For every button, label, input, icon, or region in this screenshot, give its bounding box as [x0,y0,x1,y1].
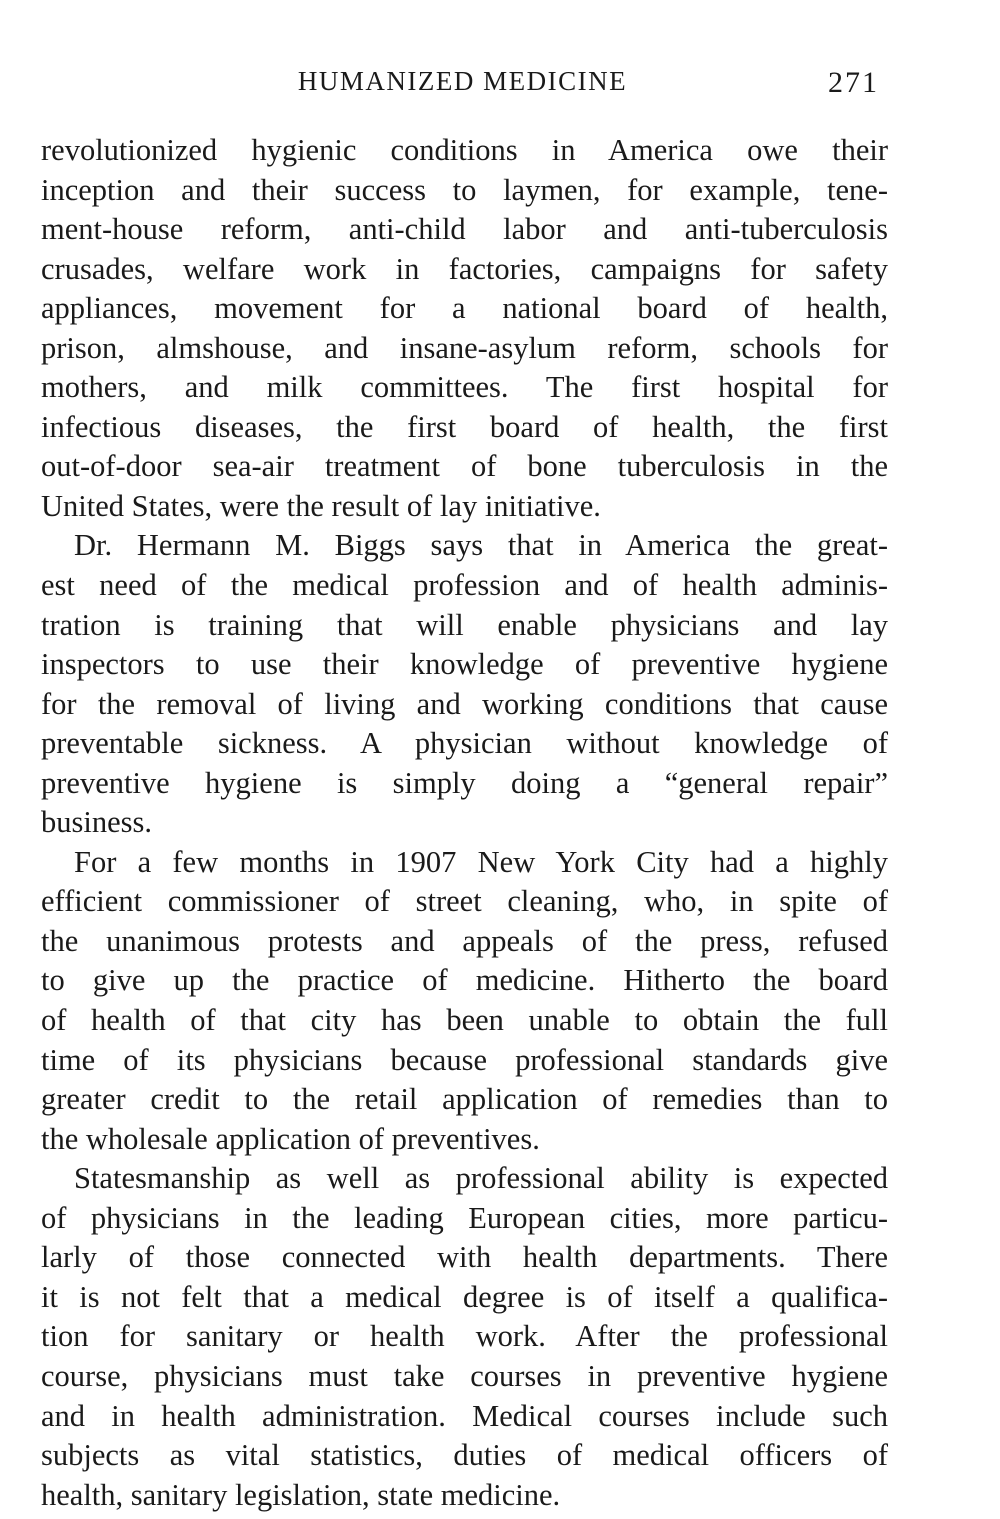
text-line: Statesmanship as well as professional ability is expected [74,1161,888,1196]
text-line: out-of-door sea-air treatment of bone tuberculosis in the [41,449,888,484]
text-line: Dr. Hermann M. Biggs says that in America the great- [74,528,888,563]
text-line: prison, almshouse, and insane-asylum reform, schools for [41,330,888,365]
text-line: revolutionized hygienic conditions in America owe their [41,133,888,167]
text-line: infectious diseases, the first board of health, the first [41,409,888,444]
text-line: of health of that city has been unable to obtain the full [41,1003,888,1038]
text-line: health, sanitary legislation, state medicine. [41,1477,561,1512]
text-line: and in health administration. Medical courses include such [41,1398,888,1433]
text-line: tration is training that will enable physicians and lay [41,607,888,642]
text-line: for the removal of living and working conditions that cause [41,686,888,721]
text-line: it is not felt that a medical degree is of itself a qualifica- [41,1279,888,1314]
text-line: time of its physicians because professional standards give [41,1042,888,1077]
running-title: HUMANIZED MEDICINE [297,66,628,96]
text-line: greater credit to the retail application of remedies than to [41,1082,888,1117]
text-line: the unanimous protests and appeals of the press, refused [41,923,888,958]
text-line: the wholesale application of preventives. [41,1121,540,1156]
paragraph [41,843,888,1159]
text-line: subjects as vital statistics, duties of medical officers of [41,1438,888,1473]
text-line: larly of those connected with health departments. There [41,1240,888,1275]
text-line: course, physicians must take courses in preventive hygiene [41,1358,888,1393]
text-line: For a few months in 1907 New York City had a highly [74,844,888,879]
text-line: tion for sanitary or health work. After the professional [41,1319,888,1354]
paragraph [41,1159,888,1515]
paragraph [41,131,888,526]
text-line: of physicians in the leading European cities, more particu- [41,1200,888,1235]
text-line: preventive hygiene is simply doing a “general repair” [41,765,888,800]
page-number: 271 [828,66,879,99]
text-line: preventable sickness. A physician without knowledge of [41,726,888,761]
body-text [41,131,888,1515]
text-line: business. [41,805,152,840]
text-line: est need of the medical profession and of health adminis- [41,568,888,603]
text-line: ment-house reform, anti-child labor and anti-tuberculosis [41,212,888,247]
text-line: appliances, movement for a national board of health, [41,291,888,326]
paragraph [41,526,888,842]
text-line: United States, were the result of lay initiative. [41,488,601,523]
text-line: efficient commissioner of street cleaning, who, in spite of [41,884,888,919]
text-line: mothers, and milk committees. The first hospital for [41,370,888,405]
text-line: inception and their success to laymen, for example, tene- [41,172,888,207]
text-line: to give up the practice of medicine. Hitherto the board [41,963,888,998]
text-line: crusades, welfare work in factories, campaigns for safety [41,251,888,286]
text-line: inspectors to use their knowledge of preventive hygiene [41,647,888,682]
